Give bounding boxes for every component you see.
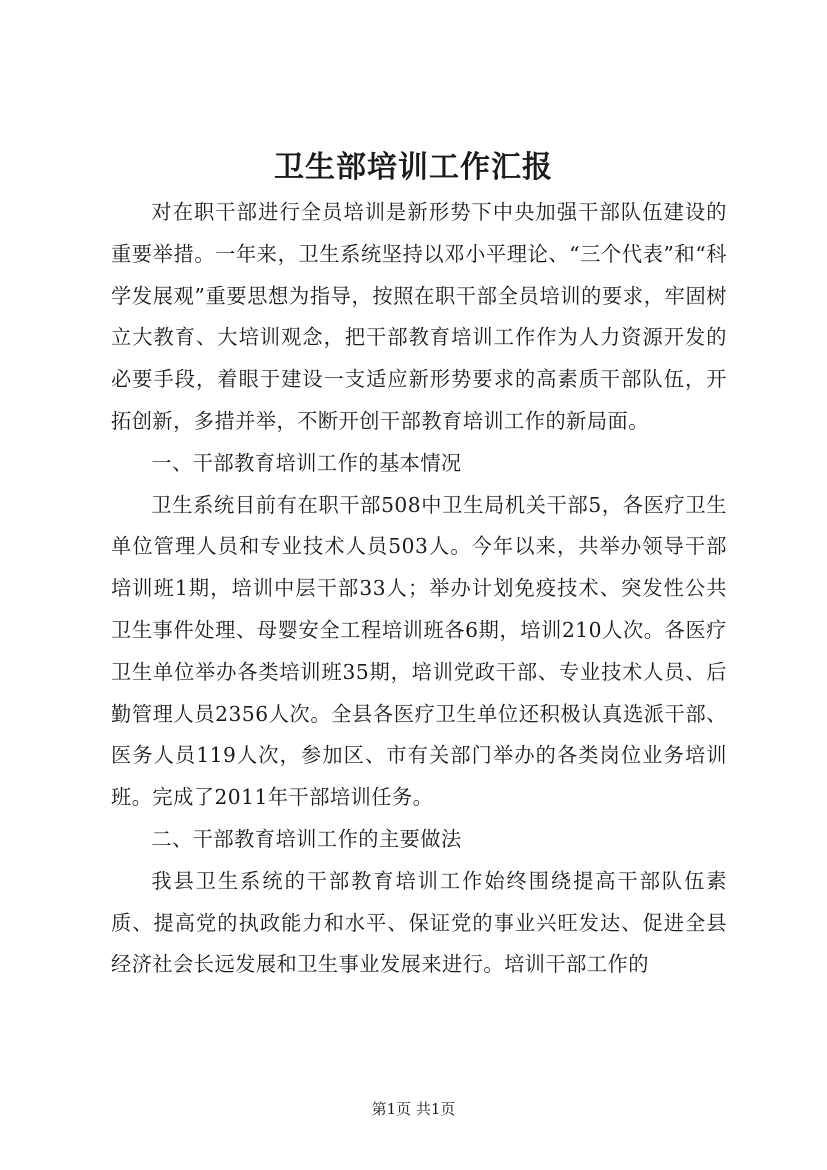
paragraph-basic-situation: 卫生系统目前有在职干部508中卫生局机关干部5，各医疗卫生单位管理人员和专业技术人员503人。今年以来，共举办领导干部培训班1期，培训中层干部33人；举办计划免疫技术、突发性公共卫生事件处理、母婴安全工程培训班各6期，培训210人次。各医疗卫生单位举办各类培训班35期，培训党政干部、专业技术人员、后勤管理人员2356人次。全县各医疗卫生单位还积极认真选派干部、医务人员119人次，参加区、市有关部门举办的各类岗位业务培训班。完成了2011年干部培训任务。: [111, 492, 727, 810]
section-heading-main-practices: 二、干部教育培训工作的主要做法: [151, 826, 462, 851]
page-footer: 第1页 共1页: [371, 1100, 456, 1118]
paragraph-main-practices: 我县卫生系统的干部教育培训工作始终围绕提高干部队伍素质、提高党的执政能力和水平、保证党的事业兴旺发达、促进全县经济社会长远发展和卫生事业发展来进行。培训干部工作的: [111, 868, 727, 977]
document-title: 卫生部培训工作汇报: [274, 150, 553, 185]
paragraph-intro: 对在职干部进行全员培训是新形势下中央加强干部队伍建设的重要举措。一年来，卫生系统坚持以邓小平理论、“三个代表”和“科学发展观”重要思想为指导，按照在职干部全员培训的要求，牢固树立大教育、大培训观念，把干部教育培训工作作为人力资源开发的必要手段，着眼于建设一支适应新形势要求的高素质干部队伍，开拓创新，多措并举，不断开创干部教育培训工作的新局面。: [111, 200, 727, 433]
section-heading-basic-situation: 一、干部教育培训工作的基本情况: [151, 450, 462, 475]
document-body: [111, 192, 727, 986]
